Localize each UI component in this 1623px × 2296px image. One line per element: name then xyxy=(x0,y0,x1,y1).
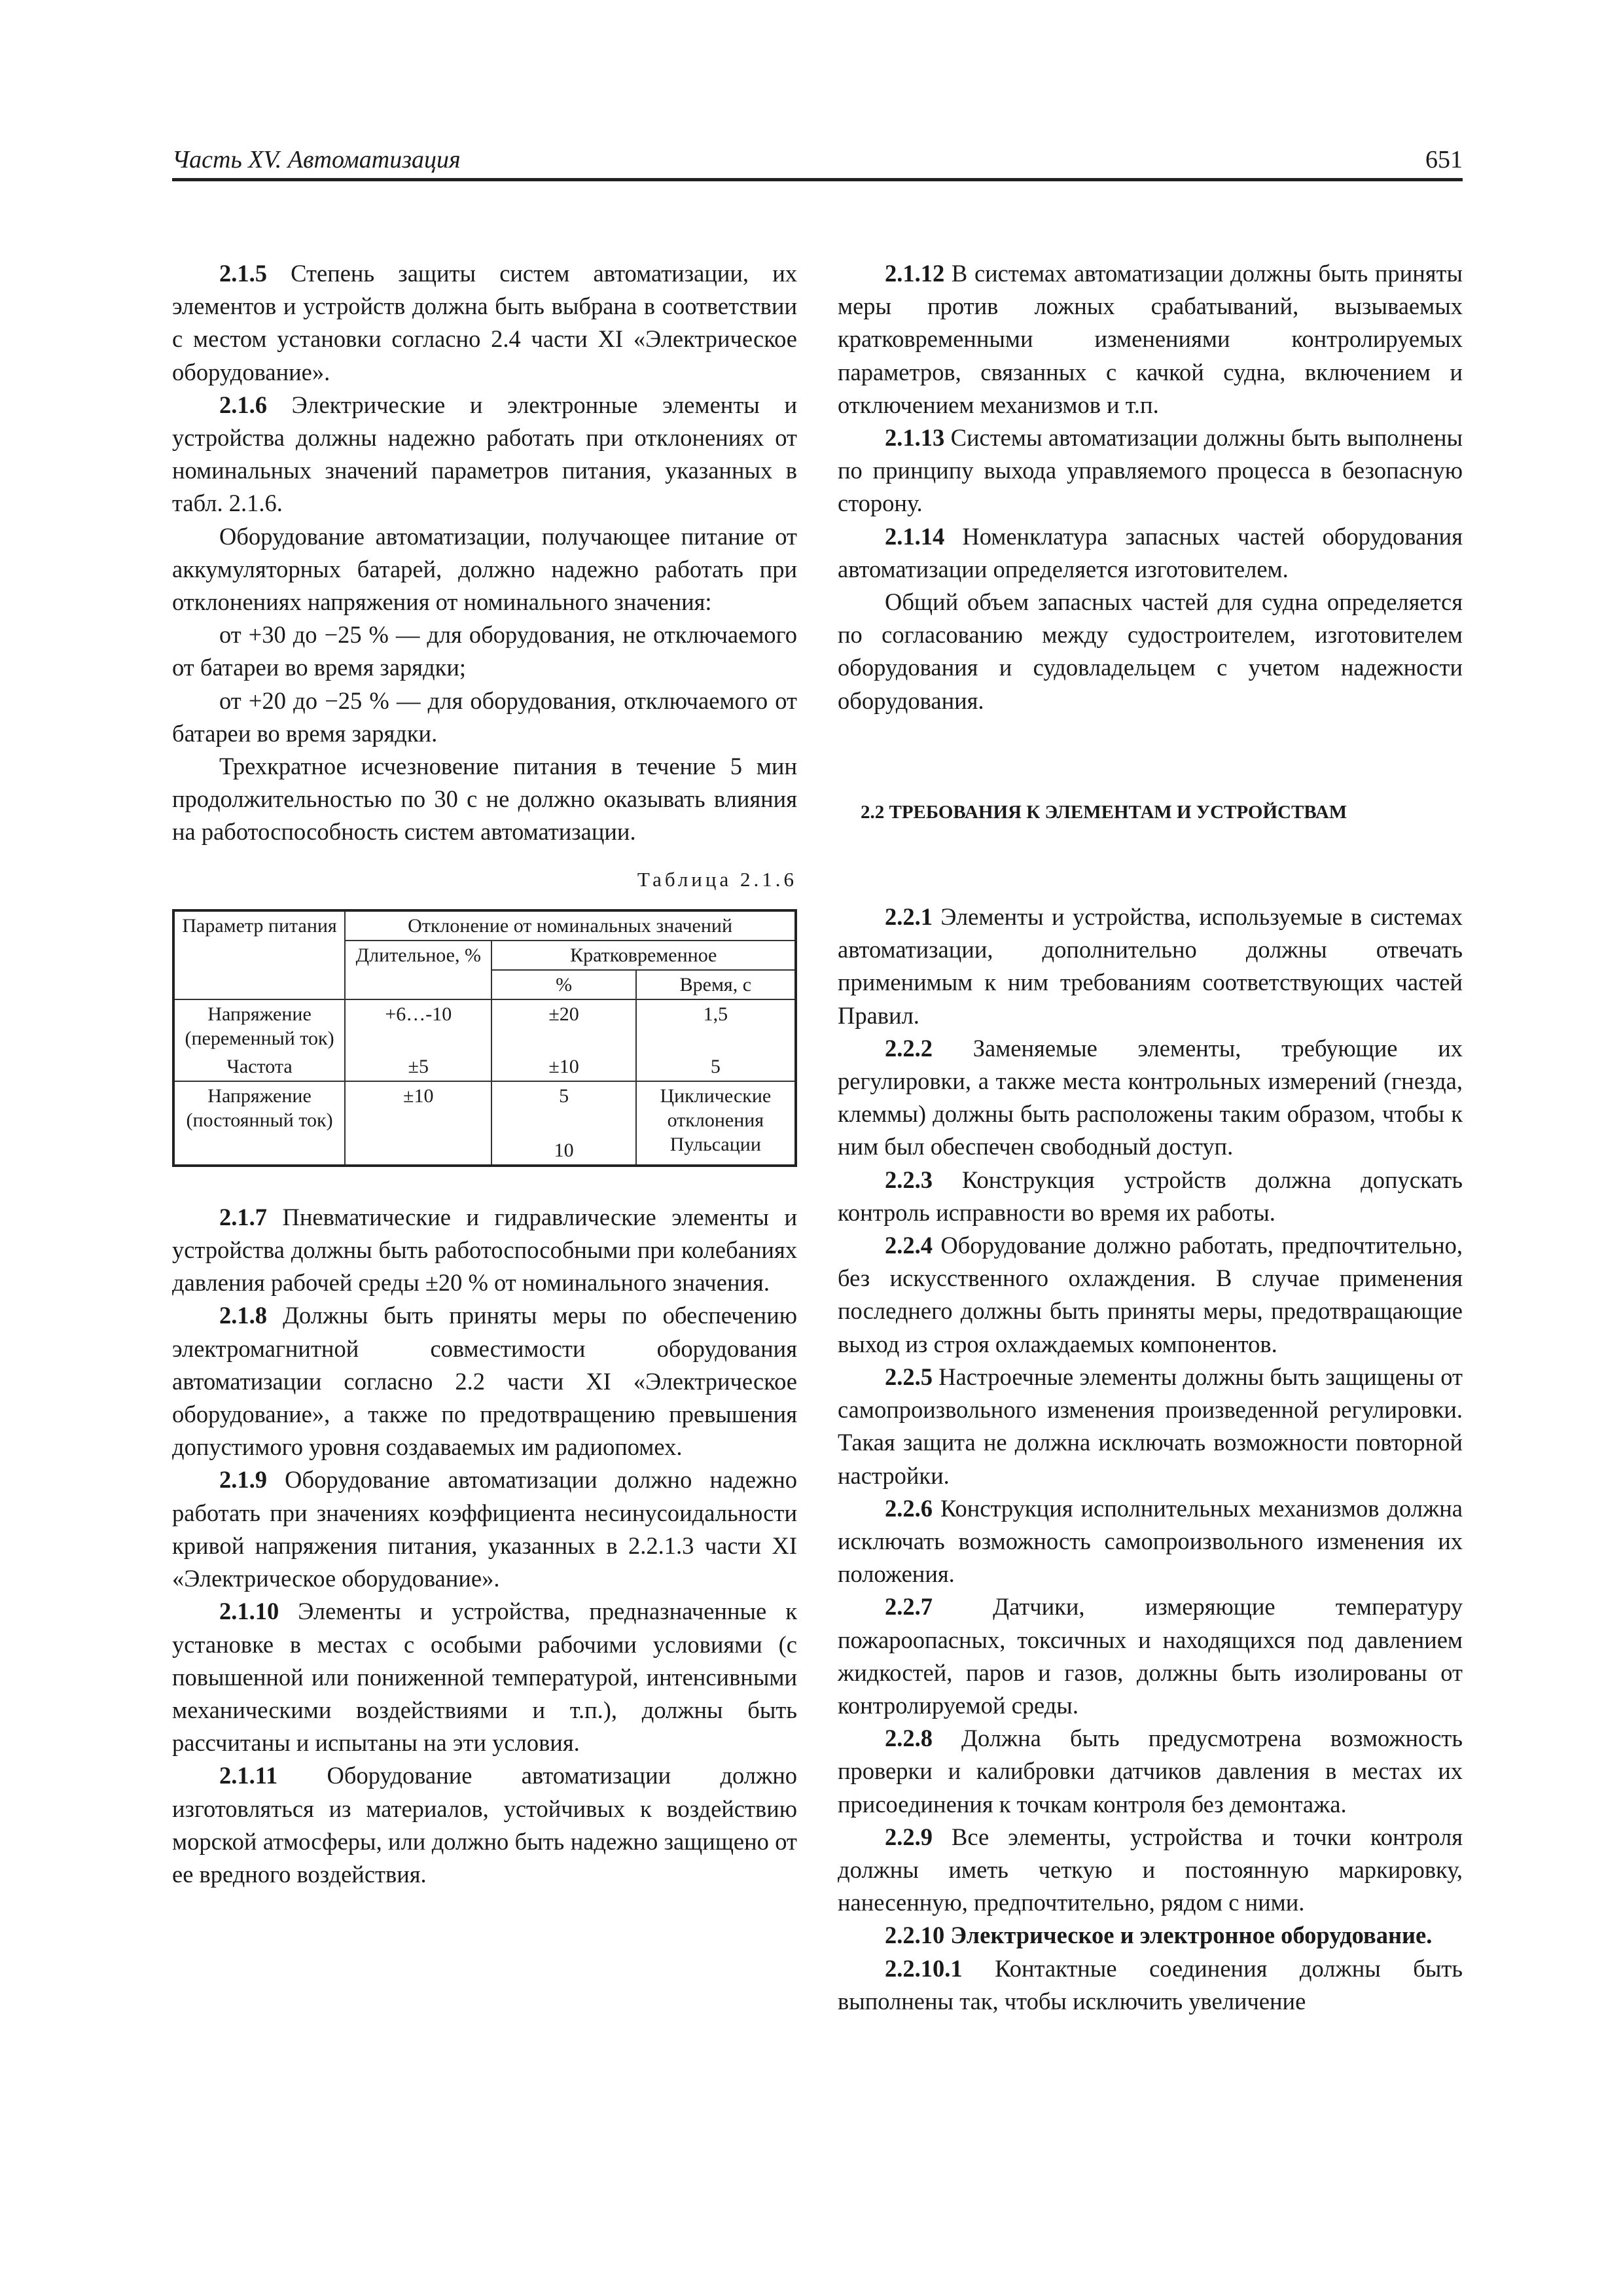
table-cell: +6…-10 xyxy=(345,999,491,1052)
paragraph xyxy=(838,1492,1463,1591)
table-cell: ±10 xyxy=(491,1052,635,1081)
table-cell: 1,5 xyxy=(636,999,796,1052)
clause-text: Все элементы, устройства и точки контроля должны иметь четкую и постоянную маркировку, нанесенную, предпочтительно, рядом с ними. xyxy=(838,1823,1463,1916)
clause-text: Степень защиты систем автоматизации, их элементов и устройств должна быть выбрана в соответствии с местом установки согласно 2.4 части XI «Электрическое оборудование». xyxy=(172,260,797,386)
table-cell: Циклические отклонения Пульсации xyxy=(636,1081,796,1166)
paragraph xyxy=(172,1201,797,1300)
clause-number: 2.2.5 xyxy=(885,1363,933,1390)
clause-number: 2.1.6 xyxy=(219,391,267,418)
clause-number: 2.1.7 xyxy=(219,1203,267,1230)
clause-number: 2.1.14 xyxy=(885,522,945,550)
clause-number: 2.2.6 xyxy=(885,1494,933,1522)
right-column xyxy=(838,257,1463,2018)
table-header-cell: Отклонение от номинальных значений xyxy=(345,910,796,941)
clause-text: Оборудование должно работать, предпочтительно, без искусственного охлаждения. В случае применения последнего должны быть приняты меры, предотвращающие выход из строя охлаждаемых компонентов. xyxy=(838,1232,1463,1357)
running-head: Часть XV. Автоматизация xyxy=(172,146,461,173)
table-cell: ±5 xyxy=(345,1052,491,1081)
paragraph xyxy=(838,1722,1463,1821)
clause-text: В системах автоматизации должны быть приняты меры против ложных срабатываний, вызываемых кратковременными изменениями контролируемых параметров, связанных с качкой судна, включением и отключением механизмов и т.п. xyxy=(838,260,1463,418)
clause-text: Электрические и электронные элементы и устройства должны надежно работать при отклонениях от номинальных значений параметров питания, указанных в табл. 2.1.6. xyxy=(172,391,797,517)
clause-number: 2.1.8 xyxy=(219,1302,267,1329)
clause-number: 2.2.1 xyxy=(885,903,933,931)
table-header-cell: Время, с xyxy=(636,970,796,999)
clause-text: Должны быть приняты меры по обеспечению электромагнитной совместимости оборудования автоматизации согласно 2.2 части XI «Электрическое оборудование», а также по предотвращению превышения допустимого уровня создаваемых им радиопомех. xyxy=(172,1302,797,1461)
paragraph xyxy=(172,1595,797,1759)
table-caption: Таблица 2.1.6 xyxy=(637,867,797,891)
clause-number: 2.1.11 xyxy=(219,1762,278,1789)
table-header-cell: % xyxy=(491,970,635,999)
table-header-cell: Параметр питания xyxy=(173,910,345,999)
clause-text: Оборудование автоматизации должно изготовляться из материалов, устойчивых к воздействию морской атмосферы, или должно быть надежно защищено от ее вредного воздействия. xyxy=(172,1762,797,1888)
table-cell: ±20 xyxy=(491,999,635,1052)
paragraph xyxy=(838,520,1463,586)
table-cell: 5 10 xyxy=(491,1081,635,1166)
clause-text: Настроечные элементы должны быть защищены от самопроизвольного изменения произведенной регулировки. Такая защита не должна исключать возможности повторной настройки. xyxy=(838,1363,1463,1489)
clause-text: Системы автоматизации должны быть выполнены по принципу выхода управляемого процесса в безопасную сторону. xyxy=(838,424,1463,517)
table-header-cell: Кратковременное xyxy=(491,941,796,970)
table-row xyxy=(173,1081,796,1166)
clause-number: 2.1.12 xyxy=(885,260,945,287)
clause-text: Должна быть предусмотрена возможность проверки и калибровки датчиков давления в местах их присоединения к точкам контроля без демонтажа. xyxy=(838,1725,1463,1818)
paragraph xyxy=(838,1590,1463,1722)
clause-text: Заменяемые элементы, требующие их регулировки, а также места контрольных измерений (гнезда, клеммы) должны быть расположены таким образом, чтобы к ним был обеспечен свободный доступ. xyxy=(838,1034,1463,1160)
paragraph: Оборудование автоматизации, получающее питание от аккумуляторных батарей, должно надежно работать при отклонениях напряжения от номинального значения: xyxy=(172,522,797,616)
paragraph xyxy=(172,1759,797,1891)
paragraph xyxy=(838,1229,1463,1361)
paragraph: от +30 до −25 % — для оборудования, не отключаемого от батареи во время зарядки; xyxy=(172,621,797,681)
table-cell: ±10 xyxy=(345,1081,491,1166)
left-column xyxy=(172,257,797,1891)
table-row xyxy=(173,1052,796,1081)
clause-number: 2.2.2 xyxy=(885,1034,933,1062)
clause-text: Элементы и устройства, используемые в системах автоматизации, дополнительно должны отвечать применимым к ним требованиям соответствующих частей Правил. xyxy=(838,903,1463,1029)
paragraph xyxy=(838,1361,1463,1492)
table-cell: Частота xyxy=(173,1052,345,1081)
clause-number: 2.1.9 xyxy=(219,1466,267,1494)
clause-number: 2.1.10 xyxy=(219,1598,279,1625)
clause-number: 2.2.10.1 xyxy=(885,1954,963,1982)
subsection-heading: 2.2.10 Электрическое и электронное оборудование. xyxy=(885,1922,1433,1949)
table-row xyxy=(173,999,796,1052)
clause-number: 2.2.9 xyxy=(885,1823,933,1850)
clause-number: 2.1.13 xyxy=(885,424,945,452)
paragraph xyxy=(838,1164,1463,1229)
clause-text: Конструкция устройств должна допускать контроль исправности во время их работы. xyxy=(838,1166,1463,1226)
paragraph xyxy=(838,901,1463,1032)
clause-number: 2.1.5 xyxy=(219,260,267,287)
paragraph xyxy=(838,1821,1463,1920)
clause-text: Датчики, измеряющие температуру пожароопасных, токсичных и находящихся под давлением жидкостей, паров и газов, должны быть изолированы от контролируемой среды. xyxy=(838,1593,1463,1719)
clause-text: Оборудование автоматизации должно надежно работать при значениях коэффициента несинусоидальности кривой напряжения питания, указанных в 2.2.1.3 части XI «Электрическое оборудование». xyxy=(172,1466,797,1592)
page-number: 651 xyxy=(1425,146,1463,173)
clause-number: 2.2.4 xyxy=(885,1232,933,1259)
table-cell: 5 xyxy=(636,1052,796,1081)
paragraph xyxy=(172,1299,797,1463)
paragraph: Общий объем запасных частей для судна определяется по согласованию между судостроителем, изготовителем оборудования и судовладельцем с учетом надежности оборудования. xyxy=(838,588,1463,714)
table-cell: Напряжение (переменный ток) xyxy=(173,999,345,1052)
clause-number: 2.2.3 xyxy=(885,1166,933,1193)
paragraph xyxy=(838,422,1463,520)
supply-deviation-table xyxy=(172,909,797,1167)
page-header xyxy=(172,145,1463,181)
paragraph: от +20 до −25 % — для оборудования, отключаемого от батареи во время зарядки. xyxy=(172,687,797,747)
paragraph xyxy=(838,257,1463,422)
clause-text: Пневматические и гидравлические элементы и устройства должны быть работоспособными при колебаниях давления рабочей среды ±20 % от номинального значения. xyxy=(172,1203,797,1297)
paragraph xyxy=(172,1463,797,1595)
paragraph xyxy=(172,389,797,520)
paragraph: Трехкратное исчезновение питания в течение 5 мин продолжительностью по 30 с не должно оказывать влияния на работоспособность систем автоматизации. xyxy=(172,753,797,846)
table-cell: Напряжение (постоянный ток) xyxy=(173,1081,345,1166)
clause-number: 2.2.7 xyxy=(885,1593,933,1621)
clause-text: Контактные соединения должны быть выполнены так, чтобы исключить увеличение xyxy=(838,1954,1463,2015)
clause-text: Элементы и устройства, предназначенные к установке в местах с особыми рабочими условиями (с повышенной или пониженной температурой, интенсивными механическими воздействиями и т.п.), должны быть рассчитаны и испытаны на эти условия. xyxy=(172,1598,797,1757)
paragraph xyxy=(838,1032,1463,1164)
table-header-cell: Длительное, % xyxy=(345,941,491,999)
clause-text: Конструкция исполнительных механизмов должна исключать возможность самопроизвольного изменения их положения. xyxy=(838,1494,1463,1588)
paragraph xyxy=(838,1952,1463,2018)
section-title: 2.2 ТРЕБОВАНИЯ К ЭЛЕМЕНТАМ И УСТРОЙСТВАМ xyxy=(861,801,1347,823)
clause-text: Номенклатура запасных частей оборудования автоматизации определяется изготовителем. xyxy=(838,522,1463,583)
clause-number: 2.2.8 xyxy=(885,1725,933,1752)
paragraph xyxy=(172,257,797,389)
